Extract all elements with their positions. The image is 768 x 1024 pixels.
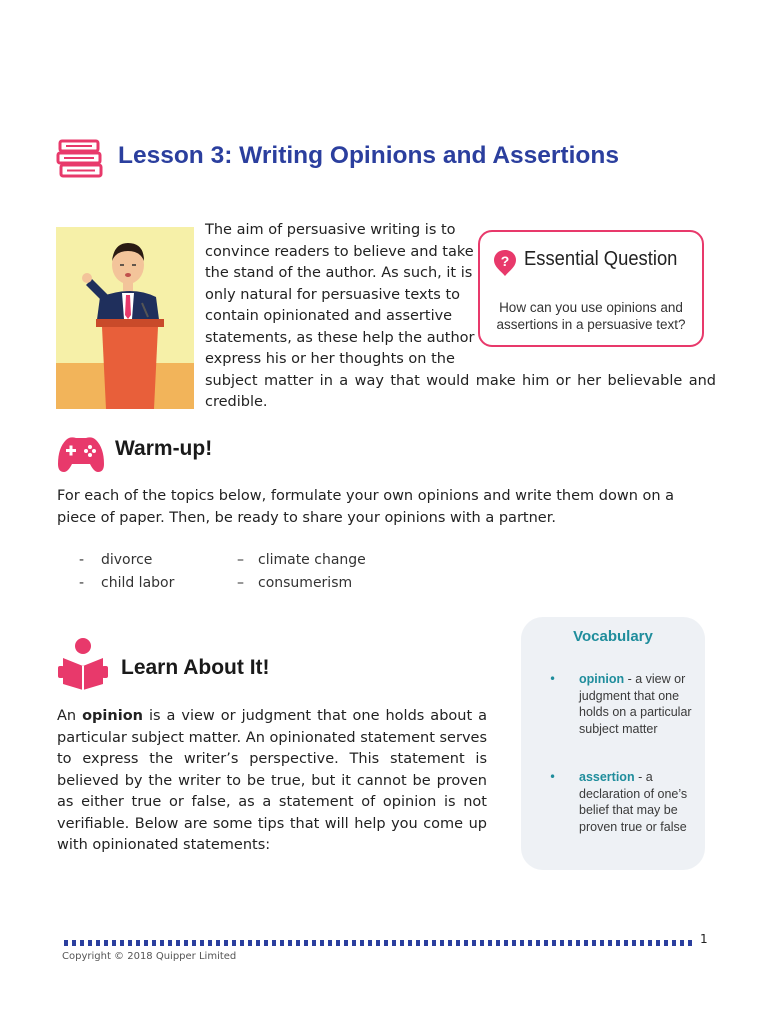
question-mark-icon [493,249,517,277]
vocab-term: assertion [579,770,635,784]
intro-line-3: the stand of the author. As such, it is [205,265,473,281]
svg-text:?: ? [500,253,510,269]
page-number: 1 [700,932,708,946]
intro-line-5: contain opinionated and assertive [205,308,453,324]
topic-dash: – [237,552,244,568]
vocab-bullet: • [549,672,557,686]
essential-question-text: How can you use opinions and assertions in a persuasive text? [496,300,686,332]
intro-line-7: express his or her thoughts on the [205,351,455,367]
speaker-illustration [56,227,194,409]
intro-line-9: credible. [205,394,268,410]
vocab-item-assertion [579,769,689,835]
lesson-title: Lesson 3: Writing Opinions and Assertions [118,142,619,169]
learn-text-after: is a view or judgment that one holds about a particular subject matter. An opinionated statement serves to express the writer’s perspective. This statement is believed by the writer to be true, but it cannot be proven as either true or false, as a statement of opinion is not verifiable. Below are some tips that will help you come up with opinionated statements: [57,708,488,853]
gamepad-icon [56,434,106,474]
topic-item: divorce [101,552,153,568]
essential-question-title: Essential Question [524,248,678,270]
topic-item: climate change [258,552,366,568]
learn-heading: Learn About It! [121,656,270,679]
footer-divider [64,940,694,946]
vocab-item-opinion [579,671,697,737]
vocab-term: opinion [579,672,625,686]
vocabulary-title: Vocabulary [573,628,653,645]
intro-line-4: only natural for persuasive texts to [205,286,461,303]
topic-dash: - [79,575,85,591]
topic-dash: – [237,575,244,591]
intro-line-6: statements, as these help the author [205,329,475,346]
warmup-heading: Warm-up! [115,437,213,460]
intro-line-1: The aim of persuasive writing is to [205,222,456,238]
intro-line-8: subject matter in a way that would make him or her believable and [205,372,716,389]
books-icon [56,139,104,179]
intro-line-2: convince readers to believe and take [205,243,474,260]
copyright-text: Copyright © 2018 Quipper Limited [62,951,237,962]
vocab-definition: - a view or judgment that one holds on a particular subject matter [579,672,692,736]
topic-item: consumerism [258,575,353,591]
reader-icon [57,636,109,690]
vocab-definition: - a declaration of one’s belief that may be proven true or false [579,770,688,834]
topic-dash: - [79,552,85,568]
vocab-bullet: • [549,770,557,784]
opinion-term: opinion [82,708,143,724]
learn-text-before: An [57,708,83,724]
warmup-text: For each of the topics below, formulate your own opinions and write them down on a piece of paper. Then, be ready to share your opinions with a partner. [57,488,675,526]
topic-item: child labor [101,575,175,591]
learn-paragraph [57,706,487,857]
